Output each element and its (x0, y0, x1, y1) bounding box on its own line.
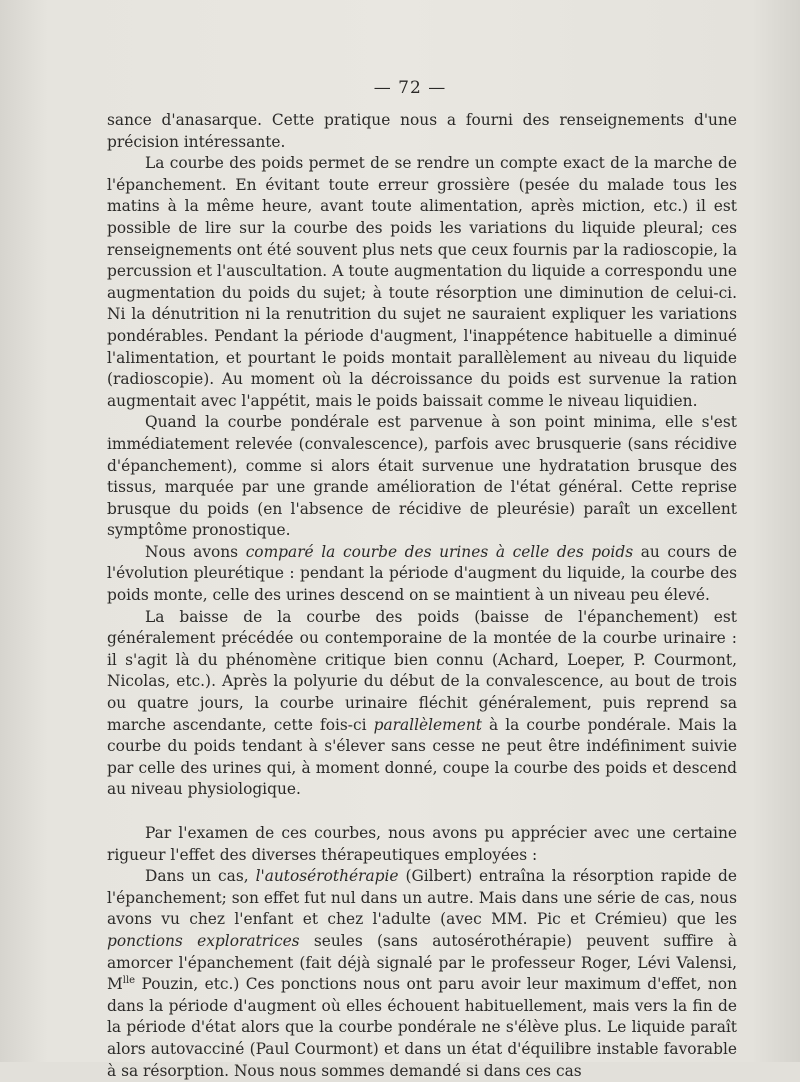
paragraph-3: Quand la courbe pondérale est parvenue à son point minima, elle s'est immédiatement relevée (convalescence), parfois avec brusquerie (sans récidive d'épanchement), comme si alors était survenue une hydratation brusque des tissus, marquée par une grande amélioration de l'état général. Cette reprise brusque du poids (en l'absence de récidive de pleurésie) paraît un excellent symptôme pronostique. (107, 413, 737, 540)
emphasis: parallèlement (373, 715, 482, 734)
paragraph-4: Nous avons comparé la courbe des urines à celle des poids au cours de l'évolution pleurétique : pendant la période d'augment du liquide, la courbe des poids monte, celle des urines descend on se maintient à un niveau peu élevé. (107, 542, 737, 605)
page-number: — 72 — (373, 78, 447, 98)
emphasis: l'autosérothérapie (255, 867, 399, 886)
emphasis: comparé la courbe des urines à celle des poids (245, 542, 634, 561)
paragraph-5: La baisse de la courbe des poids (baisse de l'épanchement) est généralement précédée ou contemporaine de la montée de la courbe urinaire : il s'agit là du phénomène critique bien connu (Achard, Loeper, P. Courmont, Nicolas, etc.). Après la polyurie du début de la convalescence, au bout de trois ou quatre jours, la courbe urinaire fléchit généralement, puis reprend sa marche ascendante, cette fois-ci parallèlement à la courbe pondérale. Mais la courbe du poids tendant à s'élever sans cesse ne peut être indéfiniment suivie par celle des urines qui, à moment donné, coupe la courbe des poids et descend au niveau physiologique. (107, 607, 738, 799)
paragraph-1: sance d'anasarque. Cette pratique nous a fourni des renseignements d'une précision intéressante. (107, 111, 737, 151)
superscript: lle (122, 975, 136, 987)
paragraph-2: La courbe des poids permet de se rendre un compte exact de la marche de l'épanchement. En évitant toute erreur grossière (pesée du malade tous les matins à la même heure, avant toute alimentation, après miction, etc.) il est possible de lire sur la courbe des poids les variations du liquide pleural; ces renseignements ont été souvent plus nets que ceux fournis par la radioscopie, la percussion et l'auscultation. A toute augmentation du liquide a correspondu une augmentation du poids du sujet; à toute résorption une diminution de celui-ci. Ni la dénutrition ni la renutrition du sujet ne sauraient expliquer les variations pondérables. Pendant la période d'augment, l'inappétence habituelle a diminué l'alimentation, et pourtant le poids montait parallèlement au niveau du liquide (radioscopie). Au moment où la décroissance du poids est survenue la ration augmentait avec l'appétit, mais le poids baissait comme le niveau liquidien. (107, 154, 737, 410)
paragraph-6: Par l'examen de ces courbes, nous avons pu apprécier avec une certaine rigueur l'effet des diverses thérapeutiques employées : (107, 824, 737, 864)
emphasis: ponctions exploratrices (107, 931, 300, 950)
page-body (107, 110, 737, 1082)
paragraph-7: Dans un cas, l'autosérothérapie (Gilbert) entraîna la résorption rapide de l'épanchement; son effet fut nul dans un autre. Mais dans une série de cas, nous avons vu chez l'enfant et chez l'adulte (avec MM. Pic et Crémieu) que les ponctions exploratrices seules (sans autosérothérapie) peuvent suffire à amorcer l'épanchement (fait déjà signalé par le professeur Roger, Lévi Valensi, $M^{lle}$ Pouzin, etc.) Ces ponctions nous ont paru avoir leur maximum d'effet, non dans la période d'augment où elles échouent habituellement, mais vers la fin de la période d'état alors que la courbe pondérale ne s'élève plus. Le liquide paraît alors autovacciné (Paul Courmont) et dans un état d'équilibre instable favorable à sa résorption. Nous nous sommes demandé si dans ces cas (107, 867, 737, 1080)
